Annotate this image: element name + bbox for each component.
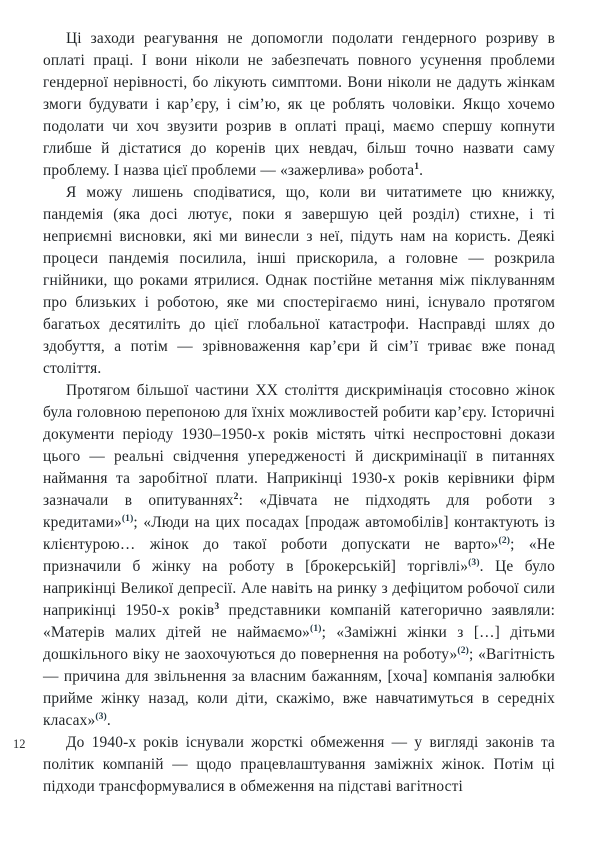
p3-seg-2: : «Дівчата не підходять для роботи з кредитами» [43,492,555,531]
footnote-marker[interactable]: 1 [414,160,420,172]
footnote-marker[interactable]: 3 [214,600,220,612]
paragraph-1-text: Ці заходи реагування не допомогли подолати гендерного розриву в оплаті праці. І вони ніколи не забезпечать повного усунення проблеми гендерної нерівності, бо лікують симптоми. Вони ніколи не дадуть жінкам змоги будувати і кар’єру, і сім’ю, як це роблять чоловіки. Якщо хочемо подолати чи хоч звузити розрив в оплаті праці, маємо спершу копнути глибше й дістатися до коренів цих невдач, більш точно назвати саму проблему. І назва цієї проблеми — «зажерлива» робота [43,30,555,179]
footnote-marker[interactable]: (1) [310,622,322,634]
p3-seg-0: Протягом більшої частини XX століття дискримінація стосовно жінок була головною перепоною для їхніх можливостей робити кар’єру. Історичні документи періоду 1930–1950-х років містять чіткі неспростовні докази цього — реальні свідчення упередженості й дискримінації в питаннях наймання та заробітної плати. Наприкінці 1930-х років керівники фірм зазначали в опитуваннях [43,382,555,509]
p3-seg-14: ; «Вагітність — причина для звільнення за власним бажанням, [хоча] компанія залюбки прийме жінку назад, коли діти, скажімо, вже навчатимуться в середніх класах» [43,646,555,729]
footnote-marker[interactable]: (3) [468,556,480,568]
p3-seg-10: представники компаній категорично заявляли: «Матерів малих дітей не наймаємо» [43,602,555,641]
paragraph-3 [43,380,555,732]
p3-seg-8: . Це було наприкінці Великої депресії. Але навіть на ринку з дефіцитом робочої сили наприкінці 1950-х років [43,558,555,619]
p3-seg-12: ; «Заміжні жінки з […] дітьми дошкільного віку не заохочуються до повернення на роботу» [43,624,555,663]
footnote-marker[interactable]: (2) [498,534,511,546]
text-block [43,28,555,798]
paragraph-1-tail: . [419,162,424,179]
page-number: 12 [13,737,26,751]
footnote-marker[interactable]: 2 [233,490,239,502]
paragraph-1 [43,28,555,182]
footnote-marker[interactable]: (1) [121,512,134,524]
footnote-marker[interactable]: (3) [95,710,107,722]
p3-seg-6: ; «Не призначили б жінку на роботу в [брокерській] торгівлі» [43,536,555,575]
paragraph-2: Я можу лишень сподіватися, що, коли ви читатимете цю книжку, пандемія (яка досі лютує, поки я завершую цей розділ) стихне, і ті неприємні висновки, які ми винесли з неї, підуть нам на користь. Деякі процеси пандемія посилила, інші прискорила, а головне — розкрила гнійники, що роками ятрилися. Однак постійне метання між піклуванням про близьких і роботою, яке ми спостерігаємо нині, існувало протягом багатьох десятиліть до цієї глобальної катастрофи. Насправді шлях до здобуття, а потім — зрівноваження кар’єри й сім’ї триває вже понад століття. [43,184,555,377]
p3-seg-16: . [106,712,111,729]
paragraph-4: До 1940-х років існували жорсткі обмеження — у вигляді законів та політик компаній — щодо працевлаштування заміжніх жінок. Потім ці підходи трансформувалися в обмеження на підставі вагітності [43,734,555,795]
footnote-marker[interactable]: (2) [457,644,469,656]
p3-seg-4: ; «Люди на цих посадах [продаж автомобілів] контактують із клієнтурою… жінок до такої роботи допускати не варто» [43,514,555,553]
